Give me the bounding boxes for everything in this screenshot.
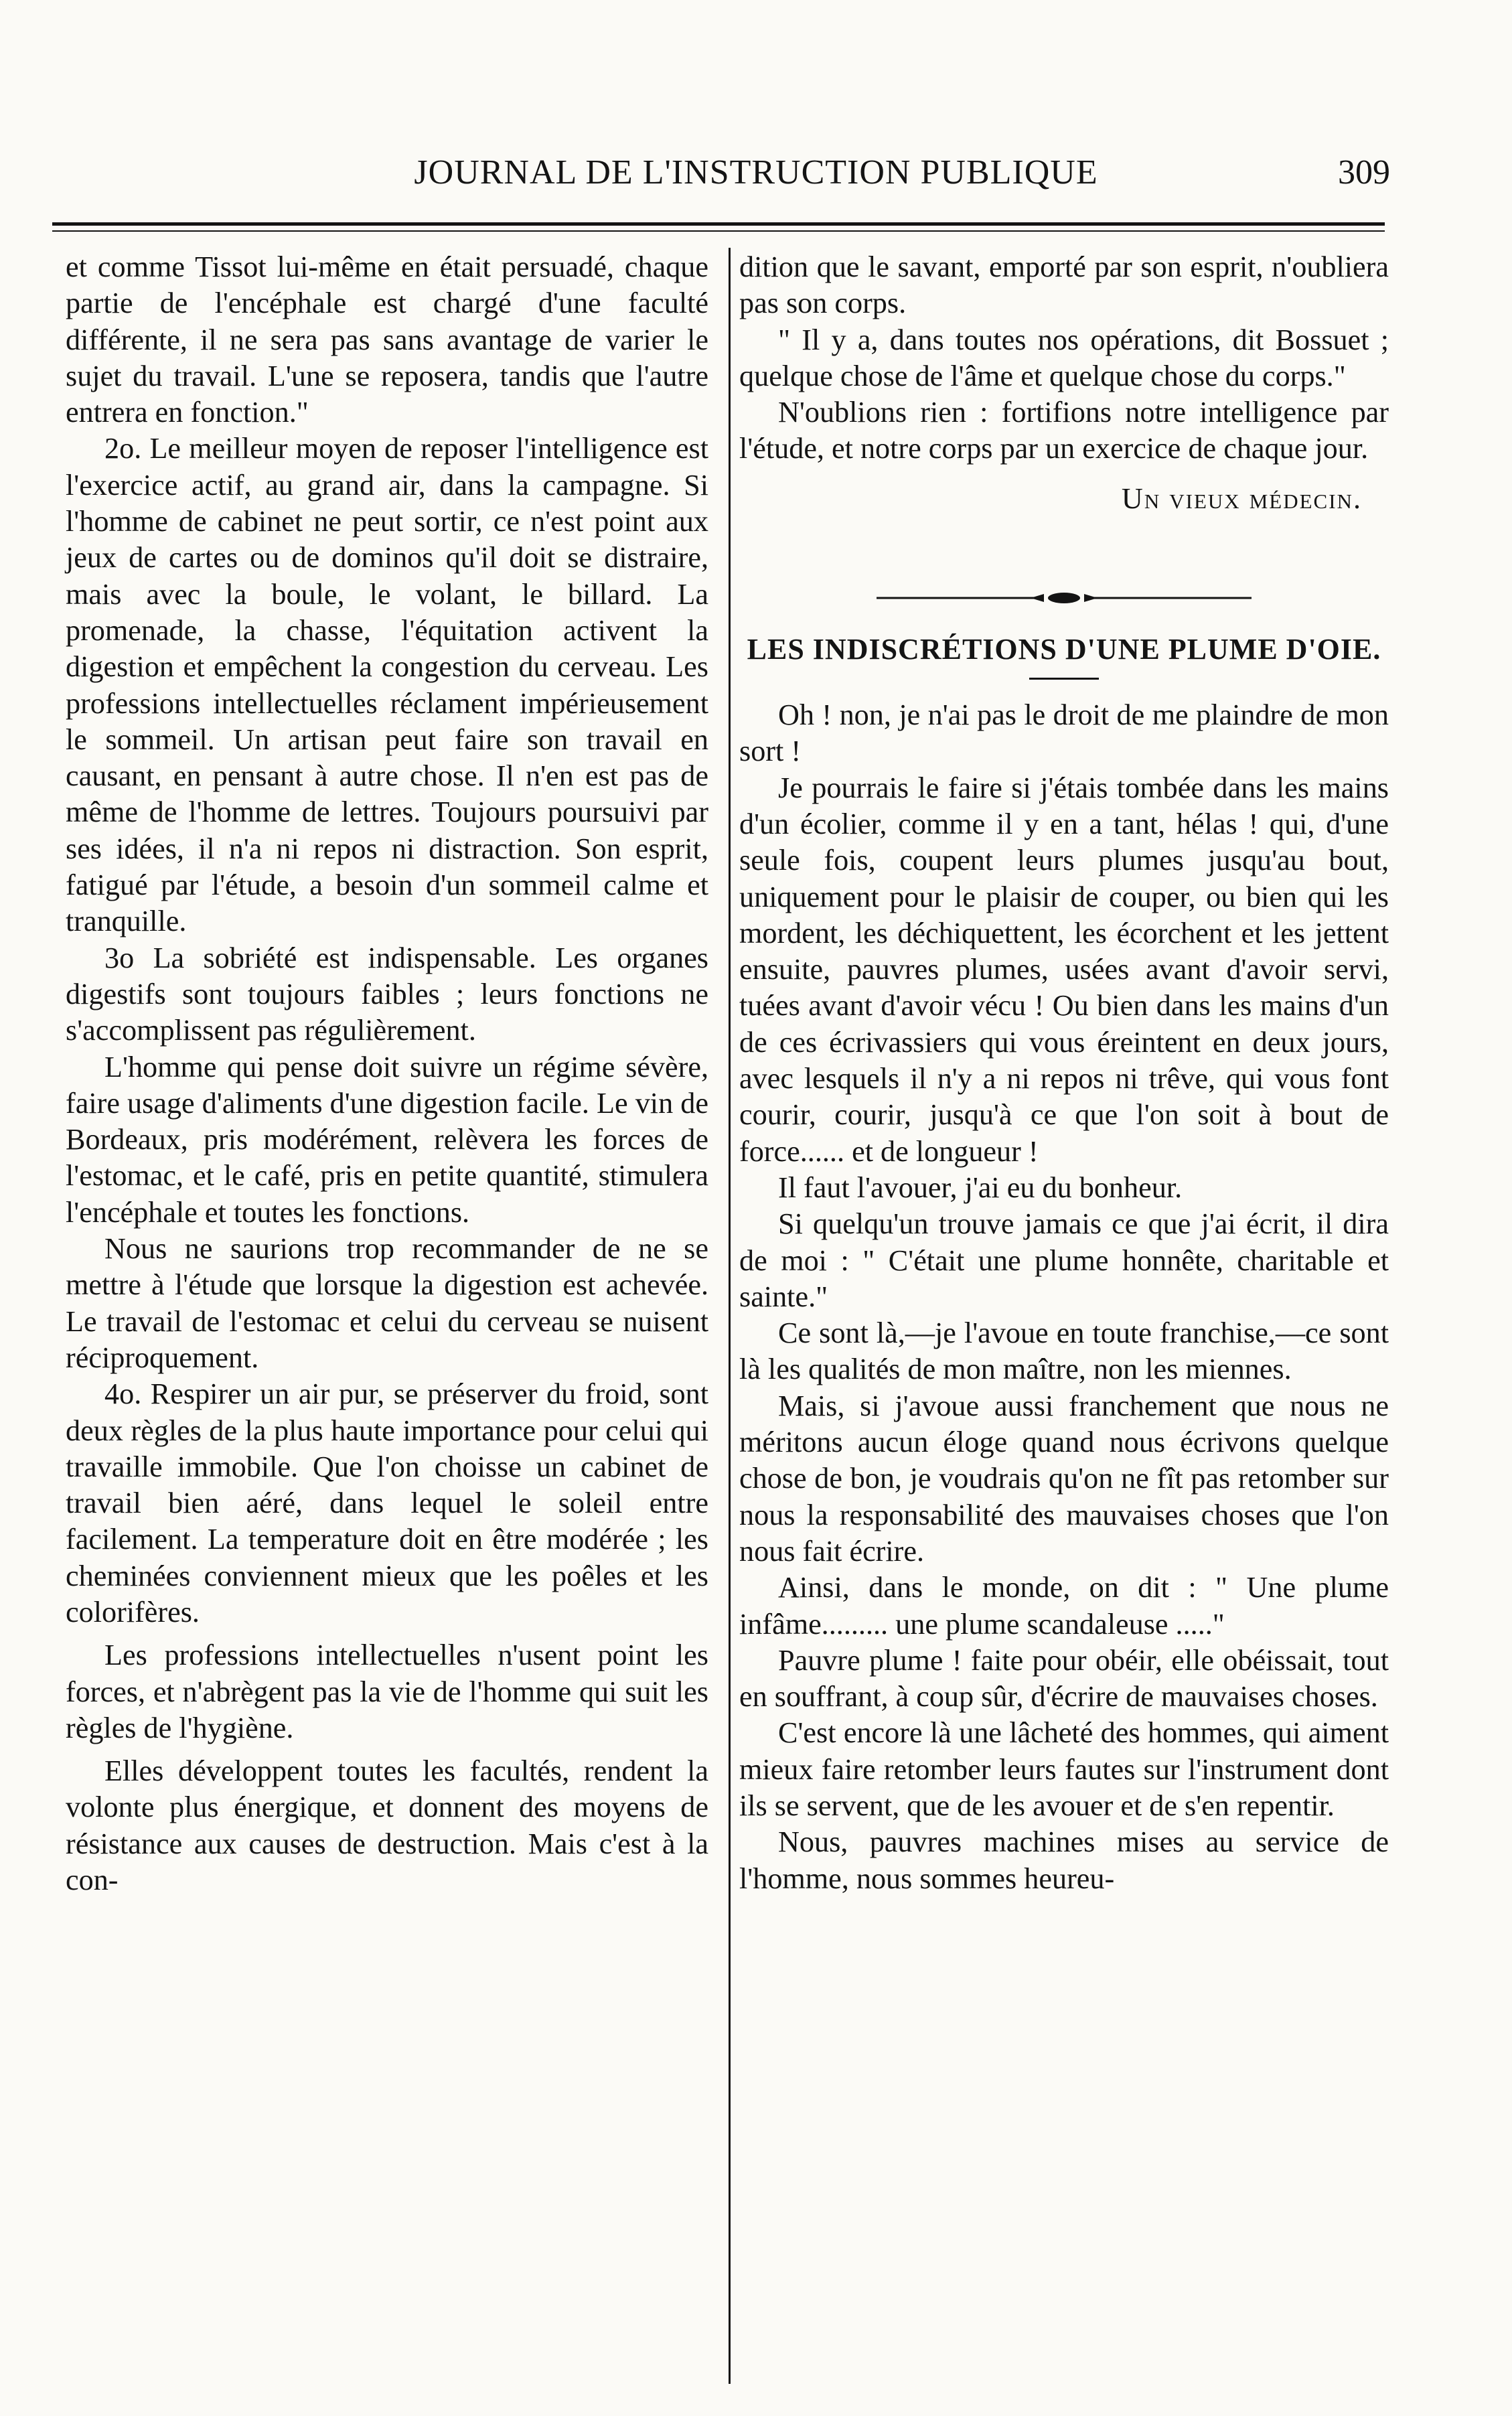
header-rule-thick xyxy=(52,222,1385,226)
paragraph: Ce sont là,—je l'avoue en toute franchise,—ce sont là les qualités de mon maître, non les miennes. xyxy=(739,1316,1389,1386)
paragraph: 2o. Le meilleur moyen de reposer l'intelligence est l'exercice actif, au grand air, dans la campagne. Si l'homme de cabinet ne peut sortir, ce n'est point aux jeux de cartes ou de dominos qu'il doit se distraire, mais avec la boule, le volant, le billard. La promenade, la chasse, l'équitation activent la digestion et empêchent la congestion du cerveau. Les professions intellectuelles réclament impérieusement le sommeil. Un artisan peut faire son travail en causant, en pensant à autre chose. Il n'en est pas de même de l'homme de lettres. Toujours poursuivi par ses idées, il n'a ni repos ni distraction. Son esprit, fatigué par l'étude, a besoin d'un sommeil calme et tranquille. xyxy=(66,432,708,938)
paragraph: 3o La sobriété est indispensable. Les organes digestifs sont toujours faibles ; leurs fonctions ne s'accomplissent pas régulièrement. xyxy=(66,941,708,1047)
page-number: 309 xyxy=(1338,153,1390,192)
paragraph: et comme Tissot lui-même en était persuadé, chaque partie de l'encéphale est chargé d'une faculté différente, il ne sera pas sans avantage de varier le sujet du travail. L'une se reposera, tandis que l'autre entrera en fonction." xyxy=(66,250,708,429)
article-title: LES INDISCRÉTIONS D'UNE PLUME D'OIE. xyxy=(747,633,1381,666)
paragraph: Elles développent toutes les facultés, rendent la volonte plus énergique, et donnent des moyens de résistance aux causes de destruction. Mais c'est à la con- xyxy=(66,1754,708,1897)
paragraph: " Il y a, dans toutes nos opérations, dit Bossuet ; quelque chose de l'âme et quelque chose du corps." xyxy=(739,323,1389,392)
paragraph: L'homme qui pense doit suivre un régime sévère, faire usage d'aliments d'une digestion facile. Le vin de Bordeaux, pris modérément, relèvera les forces de l'estomac, et le café, pris en petite quantité, stimulera l'encéphale et toutes les fonctions. xyxy=(66,1050,708,1229)
paragraph: Je pourrais le faire si j'étais tombée dans les mains d'un écolier, comme il y en a tant, hélas ! qui, d'une seule fois, coupent leurs plumes jusqu'au bout, uniquement pour le plaisir de couper, ou bien qui les mordent, les déchiquettent, les écorchent et les jettent ensuite, pauvres plumes, usées avant d'avoir servi, tuées avant d'avoir vécu ! Ou bien dans les mains d'un de ces écrivassiers qui vous éreintent en deux jours, avec lesquels il n'y a ni repos ni trêve, qui vous font courir, courir, jusqu'à ce que l'on soit à bout de force...... et de longueur ! xyxy=(739,771,1389,1168)
paragraph: Si quelqu'un trouve jamais ce que j'ai écrit, il dira de moi : " C'était une plume honnête, charitable et sainte." xyxy=(739,1207,1389,1313)
paragraph: N'oublions rien : fortifions notre intelligence par l'étude, et notre corps par un exercice de chaque jour. xyxy=(739,396,1389,465)
paragraph: Oh ! non, je n'ai pas le droit de me plaindre de mon sort ! xyxy=(739,698,1389,768)
right-column xyxy=(739,249,1389,1897)
paragraph: Les professions intellectuelles n'usent point les forces, et n'abrègent pas la vie de l'homme qui suit les règles de l'hygiène. xyxy=(66,1639,708,1744)
left-column xyxy=(66,249,708,1898)
right-column-top xyxy=(739,249,1389,467)
paragraph: Ainsi, dans le monde, on dit : " Une plume infâme......... une plume scandaleuse ....." xyxy=(739,1571,1389,1641)
header-rule-thin xyxy=(52,230,1385,232)
article-body xyxy=(739,697,1389,1897)
paragraph: 4o. Respirer un air pur, se préserver du froid, sont deux règles de la plus haute importance pour celui qui travaille immobile. Que l'on choisse un cabinet de travail bien aéré, dans lequel le soleil entre facilement. La temperature doit en être modérée ; les cheminées conviennent mieux que les poêles et les colorifères. xyxy=(66,1377,708,1629)
paragraph: Il faut l'avouer, j'ai eu du bonheur. xyxy=(778,1171,1183,1204)
paragraph: Mais, si j'avoue aussi franchement que nous ne méritons aucun éloge quand nous écrivons quelque chose de bon, je voudrais qu'on ne fît pas retomber sur nous la responsabilité des mauvaises choses que l'on nous fait écrire. xyxy=(739,1389,1389,1568)
paragraph: dition que le savant, emporté par son esprit, n'oubliera pas son corps. xyxy=(739,250,1389,320)
column-divider xyxy=(729,248,731,2384)
ornament-divider xyxy=(739,577,1389,591)
title-rule xyxy=(1029,678,1099,680)
paragraph: Pauvre plume ! faite pour obéir, elle obéissait, tout en souffrant, à coup sûr, d'écrire de mauvaises choses. xyxy=(739,1643,1389,1714)
paragraph: Nous, pauvres machines mises au service de l'homme, nous sommes heureu- xyxy=(739,1825,1389,1895)
paragraph: Nous ne saurions trop recommander de ne se mettre à l'étude que lorsque la digestion est achevée. Le travail de l'estomac et celui du cerveau se nuisent réciproquement. xyxy=(66,1232,708,1374)
signature: Un vieux médecin. xyxy=(1121,481,1362,515)
paragraph: C'est encore là une lâcheté des hommes, qui aiment mieux faire retomber leurs fautes sur l'instrument dont ils se servent, que de les avouer et de s'en repentir. xyxy=(739,1716,1389,1822)
running-title: JOURNAL DE L'INSTRUCTION PUBLIQUE xyxy=(414,153,1098,192)
